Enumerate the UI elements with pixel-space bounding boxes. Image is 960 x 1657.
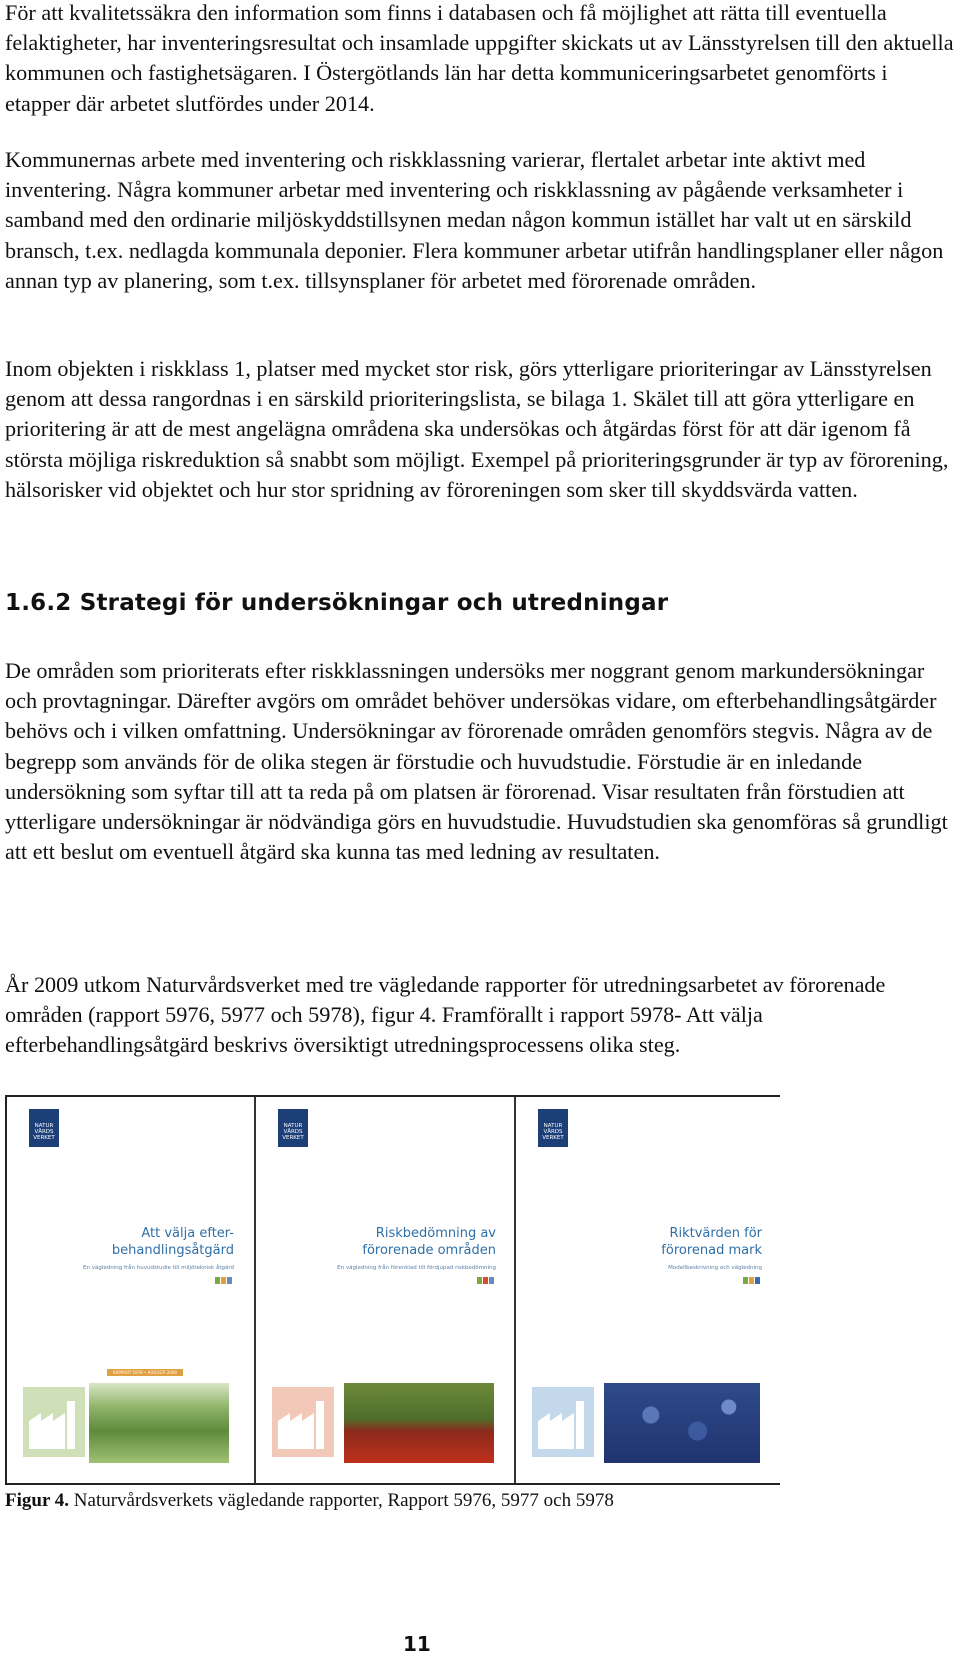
figure-caption xyxy=(5,1489,614,1513)
report-cover-5976 xyxy=(514,1097,780,1483)
figure-caption-text: Naturvårdsverkets vägledande rapporter, Rapport 5976, 5977 och 5978 xyxy=(69,1490,614,1511)
color-swatches xyxy=(215,1277,232,1284)
paragraph-riskklass-prioritering: Inom objekten i riskklass 1, platser med mycket stor risk, görs ytterligare prioriteringar av Länsstyrelsen genom att dessa rangordnas i en särskild prioriteringslista, se bilaga 1. Skälet till att göra ytterligare en prioritering är att de mest angelägna områdena ska undersökas och åtgärdas först för att där igenom få största möjliga riskreduktion så snabbt som möjligt. Exempel på prioriteringsgrunder är typ av förorening, hälsorisker vid objektet och hur stor spridning av föroreningen som sker till skyddsvärda vatten. xyxy=(5,356,949,502)
cover-title-line1: Att välja efter- xyxy=(141,1226,234,1241)
cover-subtitle: En vägledning från förenklad till fördjupad riskbedömning xyxy=(337,1265,496,1271)
paragraph-kommunernas-arbete: Kommunernas arbete med inventering och riskklassning varierar, flertalet arbetar inte aktivt med inventering. Några kommuner arbetar med inventering och riskklassning av pågående verksamheter i samband med den ordinarie miljöskyddstillsynen medan någon kommun istället har valt ut en särskild bransch, t.ex. nedlagda kommunala deponier. Flera kommuner arbetar utifrån handlingsplaner eller någon annan typ av planering, som t.ex. tillsynsplaner för arbetet med förorenade områden. xyxy=(5,147,944,293)
color-swatches xyxy=(477,1277,494,1284)
factory-icon xyxy=(23,1387,85,1457)
naturvardsverket-logo: NATUR VÅRDS VERKET xyxy=(278,1109,308,1147)
cover-title xyxy=(362,1225,496,1259)
cover-title-line2: behandlingsåtgärd xyxy=(111,1243,234,1258)
section-heading: 1.6.2 Strategi för undersökningar och utredningar xyxy=(5,590,669,616)
photo-blueberries xyxy=(604,1383,760,1463)
cover-subtitle: En vägledning från huvudstudie till miljöteknisk åtgärd xyxy=(82,1265,234,1271)
factory-icon xyxy=(532,1387,594,1457)
cover-title-line2: förorenad mark xyxy=(661,1243,762,1258)
report-cover-5977 xyxy=(254,1097,514,1483)
photo-birch-road xyxy=(89,1383,229,1463)
figure-report-covers xyxy=(5,1095,780,1485)
cover-subtitle: Modellbeskrivning och vägledning xyxy=(668,1265,762,1271)
page-number: 11 xyxy=(403,1632,431,1656)
paragraph-undersokningar: De områden som prioriterats efter riskklassningen undersöks mer noggrant genom markundersökningar och provtagningar. Därefter avgörs om området behöver undersökas vidare, om efterbehandlingsåtgärder behövs och i vilken omfattning. Undersökningar av förorenade områden genomförs stegvis. Några av de begrepp som används för de olika stegen är förstudie och huvudstudie. Förstudie är en inledande undersökning som syftar till att ta reda på om platsen är förorenad. Visar resultaten från förstudien att ytterligare undersökningar är nödvändiga görs en huvudstudie. Huvudstudien ska genomföras så grundligt att ett beslut om eventuell åtgärd ska kunna tas med ledning av resultaten. xyxy=(5,658,948,865)
cover-title xyxy=(661,1225,762,1259)
paragraph-naturvardsverket-rapporter: År 2009 utkom Naturvårdsverket med tre vägledande rapporter för utredningsarbetet av förorenade områden (rapport 5976, 5977 och 5978), figur 4. Framförallt i rapport 5978- Att välja efterbehandlingsåtgärd beskrivs översiktigt utredningsprocessens olika steg. xyxy=(5,972,886,1058)
report-number-bar: RAPPORT 5978 • AUGUSTI 2009 xyxy=(107,1369,183,1376)
naturvardsverket-logo: NATUR VÅRDS VERKET xyxy=(29,1109,59,1147)
naturvardsverket-logo: NATUR VÅRDS VERKET xyxy=(538,1109,568,1147)
photo-poppies xyxy=(344,1383,494,1463)
cover-title xyxy=(112,1225,234,1259)
factory-icon xyxy=(272,1387,334,1457)
report-cover-5978 xyxy=(7,1097,252,1483)
figure-caption-label: Figur 4. xyxy=(5,1490,70,1511)
cover-title-line1: Riskbedömning av xyxy=(375,1226,496,1241)
cover-title-line2: förorenade områden xyxy=(362,1243,496,1258)
color-swatches xyxy=(743,1277,760,1284)
paragraph-inventering-kommunicering: För att kvalitetssäkra den information som finns i databasen och få möjlighet att rätta till eventuella felaktigheter, har inventeringsresultat och insamlade uppgifter skickats ut av Länsstyrelsen till den aktuella kommunen och fastighetsägaren. I Östergötlands län har detta kommuniceringsarbetet genomförts i etapper där arbetet slutfördes under 2014. xyxy=(5,0,954,116)
cover-title-line1: Riktvärden för xyxy=(669,1226,762,1241)
